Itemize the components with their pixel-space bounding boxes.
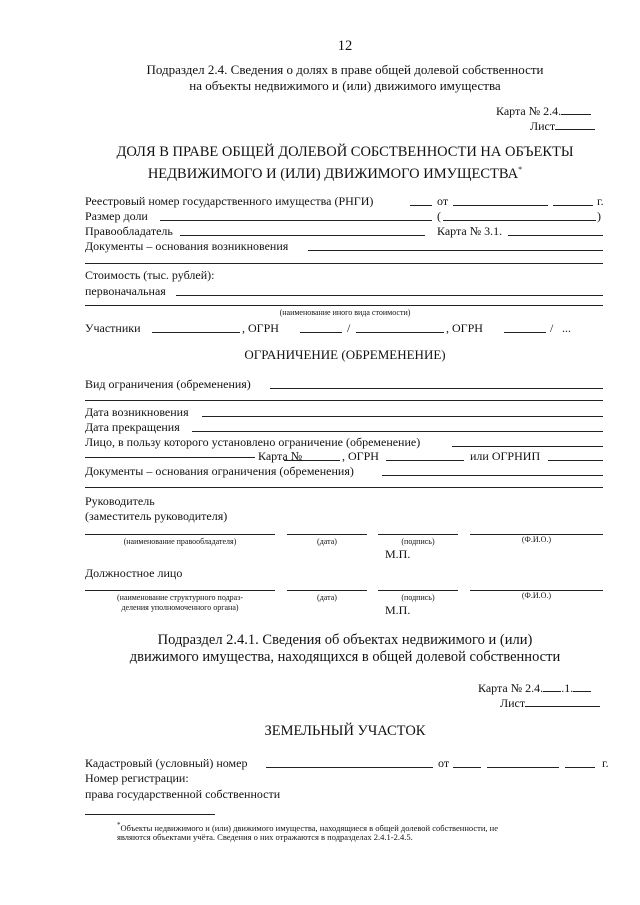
share-words-field[interactable]	[443, 220, 596, 221]
docs-field[interactable]	[308, 250, 603, 251]
docs-label: Документы – основания возникновения	[85, 239, 289, 253]
restriction-heading: ОГРАНИЧЕНИЕ (ОБРЕМЕНЕНИЕ)	[244, 347, 446, 362]
initial-cost-field[interactable]	[176, 295, 603, 296]
sheet-number: Лист	[530, 119, 595, 133]
initial-cost-label: первоначальная	[85, 284, 166, 298]
beneficiary-ogrn-field[interactable]	[386, 460, 464, 461]
official-unit-caption: (наименование структурного подраз-	[116, 593, 244, 602]
share-paren-close: )	[597, 209, 601, 223]
participant-2-ogrn-field[interactable]	[504, 332, 546, 333]
rngi-year-field[interactable]	[553, 205, 593, 206]
participant-ellipsis: ...	[562, 321, 571, 335]
beneficiary-card-field[interactable]	[284, 460, 340, 461]
card-2-number: Карта № 2.4. .1.	[478, 681, 591, 695]
head-holder-caption: (наименование правообладателя)	[123, 537, 237, 546]
head-date-caption: (дата)	[317, 537, 337, 546]
rngi-year-suffix: г.	[597, 194, 604, 208]
footnote-mark: *	[518, 165, 523, 174]
rngi-field[interactable]	[410, 205, 432, 206]
rngi-label: Реестровый номер государственного имущества (РНГИ)	[85, 194, 374, 208]
official-fio-caption: (Ф.И.О.)	[521, 591, 552, 600]
main-title: ДОЛЯ В ПРАВЕ ОБЩЕЙ ДОЛЕВОЙ СОБСТВЕННОСТИ НА ОБЪЕКТЫ	[116, 144, 574, 160]
participant-slash-2: /	[550, 321, 554, 335]
head-stamp: М.П.	[385, 547, 411, 561]
deputy-label: (заместитель руководителя)	[85, 509, 228, 523]
head-date-field[interactable]	[287, 534, 367, 535]
sheet-2-number: Лист	[500, 696, 600, 710]
restriction-type-field[interactable]	[270, 388, 603, 389]
section-title: Подраздел 2.4. Сведения о долях в праве общей долевой собственности	[146, 62, 544, 77]
participant-1-ogrn: , ОГРН	[242, 321, 279, 335]
restriction-docs-label: Документы – основания ограничения (обременения)	[85, 464, 354, 478]
date-end-field[interactable]	[192, 431, 603, 432]
beneficiary-ogrnip-field[interactable]	[548, 460, 603, 461]
share-label: Размер доли	[85, 209, 148, 223]
official-unit-field[interactable]	[85, 590, 275, 591]
footnote-text-line2: являются объектами учёта. Сведения о них отражаются в подразделах 2.4.1-2.4.5.	[117, 832, 413, 842]
holder-label: Правообладатель	[85, 224, 173, 238]
docs-field-line2[interactable]	[85, 263, 603, 264]
registration-label: Номер регистрации:	[85, 771, 189, 785]
head-label: Руководитель	[85, 494, 155, 508]
rngi-date-field[interactable]	[453, 205, 548, 206]
share-paren-open: (	[437, 209, 441, 223]
holder-card-label: Карта № 3.1.	[437, 224, 503, 238]
page-number: 12	[337, 38, 353, 54]
date-end-label: Дата прекращения	[85, 420, 180, 434]
subsection-title-line2: движимого имущества, находящихся в общей долевой собственности	[129, 649, 561, 665]
main-title-line2: НЕДВИЖИМОГО И (ИЛИ) ДВИЖИМОГО ИМУЩЕСТВА*	[147, 165, 523, 182]
cadastral-year-suffix: г.	[602, 756, 609, 770]
cadastral-field[interactable]	[266, 767, 433, 768]
restriction-type-label: Вид ограничения (обременения)	[85, 377, 251, 391]
restriction-type-field-line2[interactable]	[85, 400, 603, 401]
restriction-docs-field[interactable]	[382, 475, 603, 476]
participant-2-field[interactable]	[356, 332, 444, 333]
rngi-from-label: от	[437, 194, 449, 208]
head-sign-field[interactable]	[378, 534, 458, 535]
head-holder-field[interactable]	[85, 534, 275, 535]
official-sign-field[interactable]	[378, 590, 458, 591]
other-cost-caption: (наименование иного вида стоимости)	[279, 308, 411, 317]
footnote-separator	[85, 814, 215, 815]
participant-1-ogrn-field[interactable]	[300, 332, 342, 333]
subsection-title: Подраздел 2.4.1. Сведения об объектах недвижимого и (или)	[157, 632, 533, 648]
official-unit-caption-line2: деления уполномоченного органа)	[121, 603, 239, 612]
land-heading: ЗЕМЕЛЬНЫЙ УЧАСТОК	[264, 723, 426, 739]
registration-label-line2: права государственной собственности	[85, 787, 281, 801]
participants-label: Участники	[85, 321, 141, 335]
head-sign-caption: (подпись)	[401, 537, 435, 546]
cadastral-year-field[interactable]	[565, 767, 595, 768]
section-title-line2: на объекты недвижимого и (или) движимого имущества	[189, 78, 501, 93]
other-cost-field[interactable]	[85, 305, 603, 306]
date-start-field[interactable]	[202, 416, 603, 417]
cost-label: Стоимость (тыс. рублей):	[85, 268, 215, 282]
share-field[interactable]	[160, 220, 432, 221]
participant-2-ogrn: , ОГРН	[446, 321, 483, 335]
official-date-field[interactable]	[287, 590, 367, 591]
footnote-text: *Объекты недвижимого и (или) движимого имущества, находящиеся в общей долевой собственности, не	[117, 821, 498, 833]
beneficiary-label: Лицо, в пользу которого установлено ограничение (обременение)	[85, 435, 421, 449]
cadastral-day-field[interactable]	[453, 767, 481, 768]
date-start-label: Дата возникновения	[85, 405, 189, 419]
official-label: Должностное лицо	[85, 566, 183, 580]
card-number: Карта № 2.4.	[496, 104, 591, 118]
participant-1-field[interactable]	[152, 332, 240, 333]
holder-field[interactable]	[180, 235, 425, 236]
cadastral-from-label: от	[438, 756, 450, 770]
cadastral-label: Кадастровый (условный) номер	[85, 756, 248, 770]
beneficiary-card-label: Карта №	[258, 449, 303, 463]
beneficiary-ogrn-label: , ОГРН	[342, 449, 379, 463]
official-stamp: М.П.	[385, 603, 411, 617]
beneficiary-field[interactable]	[452, 446, 603, 447]
official-sign-caption: (подпись)	[401, 593, 435, 602]
official-date-caption: (дата)	[317, 593, 337, 602]
cadastral-month-field[interactable]	[487, 767, 559, 768]
head-fio-caption: (Ф.И.О.)	[521, 535, 552, 544]
restriction-docs-field-line2[interactable]	[85, 487, 603, 488]
participant-slash-1: /	[347, 321, 351, 335]
holder-card-field[interactable]	[508, 235, 603, 236]
beneficiary-field-line2[interactable]	[85, 457, 255, 458]
beneficiary-ogrnip-label: или ОГРНИП	[470, 449, 541, 463]
